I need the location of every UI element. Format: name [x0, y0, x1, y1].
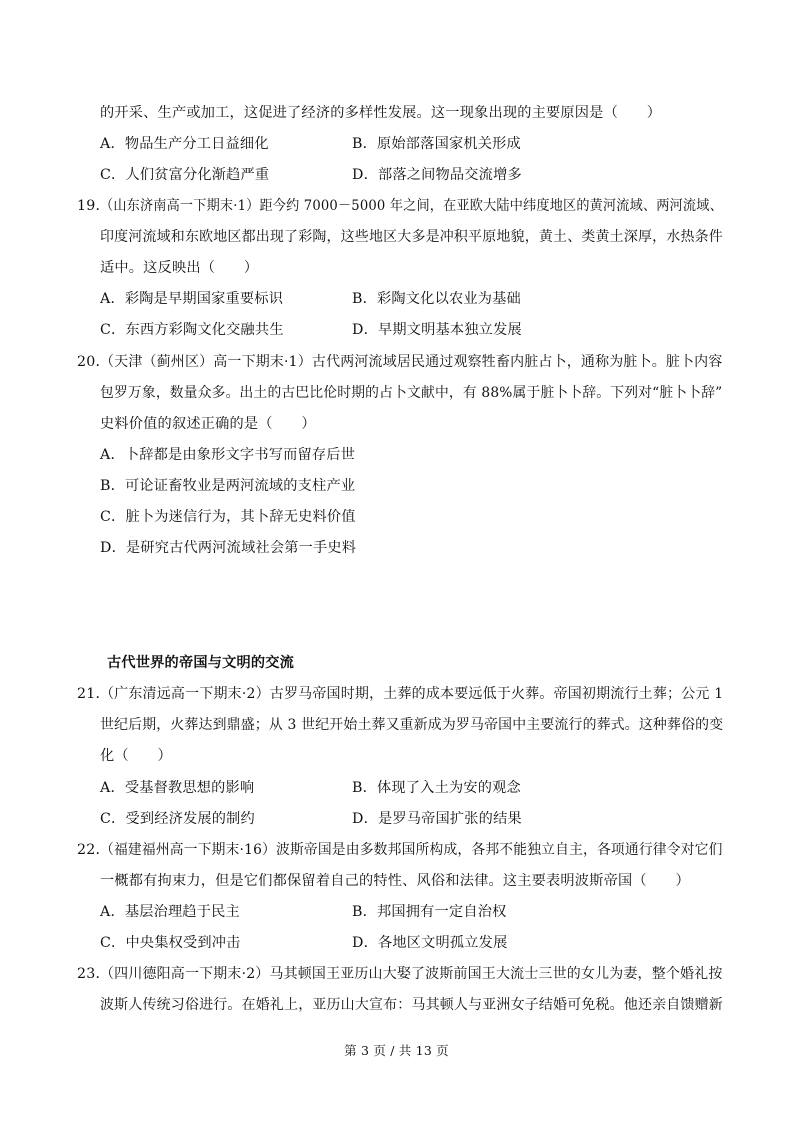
q22-option-a: A．基层治理趋于民主: [100, 904, 240, 920]
q20-number: 20．: [77, 354, 110, 370]
q19-text-line: 印度河流域和东欧地区都出现了彩陶，这些地区大多是冲积平原地貌，黄土、类黄土深厚，水热条件: [100, 229, 723, 245]
q19-option-a: A．彩陶是早期国家重要标识: [100, 291, 284, 307]
q22-text-line: （福建福州高一下期末·16）波斯帝国是由多数邦国所构成，各邦不能独立自主，各项通行律令对它们: [100, 842, 723, 858]
q21-option-c: C．受到经济发展的制约: [100, 811, 255, 827]
section-heading: 古代世界的帝国与文明的交流: [107, 655, 295, 671]
q20-text-line: （天津（蓟州区）高一下期末·1）古代两河流域居民通过观察牲畜内脏占卜，通称为脏卜。脏卜内容: [100, 354, 723, 370]
q22-option-c: C．中央集权受到冲击: [100, 935, 241, 951]
q19-text-line: 适中。这反映出（ ）: [100, 260, 259, 276]
q22-number: 22．: [77, 842, 110, 858]
page-footer: 第 3 页 / 共 13 页: [344, 1043, 449, 1058]
q21-text-line: 世纪后期，火葬达到鼎盛；从 3 世纪开始土葬又重新成为罗马帝国中主要流行的葬式。这种葬俗的变: [100, 717, 724, 733]
q19-number: 19．: [77, 198, 110, 214]
q21-number: 21．: [77, 686, 110, 702]
q18-option-c: C．人们贫富分化渐趋严重: [100, 167, 270, 183]
q22-option-b: B．邦国拥有一定自治权: [352, 904, 507, 920]
q23-text-line: 波斯人传统习俗进行。在婚礼上，亚历山大宣布：马其顿人与亚洲女子结婚可免税。他还亲自馈赠新: [100, 997, 723, 1013]
q18-option-d: D．部落之间物品交流增多: [352, 167, 522, 183]
q20-option-a: A．卜辞都是由象形文字书写而留存后世: [100, 447, 356, 463]
q19-text-line: （山东济南高一下期末·1）距今约 7000－5000 年之间，在亚欧大陆中纬度地区的黄河流域、两河流域、: [100, 198, 723, 214]
q23-number: 23．: [77, 966, 110, 982]
q21-option-b: B．体现了入土为安的观念: [352, 780, 521, 796]
q18-option-a: A．物品生产分工日益细化: [100, 136, 269, 152]
q21-option-a: A．受基督教思想的影响: [100, 780, 255, 796]
q22-text-line: 一概都有拘束力，但是它们都保留着自己的特性、风俗和法律。这主要表明波斯帝国（ ）: [100, 873, 690, 889]
q21-text-line: （广东清远高一下期末·2）古罗马帝国时期，土葬的成本要远低于火葬。帝国初期流行土葬；公元 1: [100, 686, 724, 702]
q20-text-line: 包罗万象，数量众多。出土的古巴比伦时期的占卜文献中，有 88%属于脏卜卜辞。下列对“脏卜卜辞”: [100, 385, 723, 401]
q20-text-line: 史料价值的叙述正确的是（ ）: [100, 416, 316, 432]
q20-option-b: B．可论证畜牧业是两河流域的支柱产业: [100, 478, 356, 494]
q22-option-d: D．各地区文明孤立发展: [352, 935, 508, 951]
q20-option-c: C．脏卜为迷信行为，其卜辞无史料价值: [100, 509, 356, 525]
q21-option-d: D．是罗马帝国扩张的结果: [352, 811, 522, 827]
q18-text-line: 的开采、生产或加工，这促进了经济的多样性发展。这一现象出现的主要原因是（ ）: [100, 105, 662, 121]
q19-option-c: C．东西方彩陶文化交融共生: [100, 322, 284, 338]
q19-option-d: D．早期文明基本独立发展: [352, 322, 522, 338]
q19-option-b: B．彩陶文化以农业为基础: [352, 291, 521, 307]
q18-option-b: B．原始部落国家机关形成: [352, 136, 521, 152]
q23-text-line: （四川德阳高一下期末·2）马其顿国王亚历山大娶了波斯前国王大流士三世的女儿为妻，整个婚礼按: [100, 966, 723, 982]
q20-option-d: D．是研究古代两河流域社会第一手史料: [100, 540, 357, 556]
q21-text-line: 化（ ）: [100, 748, 172, 764]
